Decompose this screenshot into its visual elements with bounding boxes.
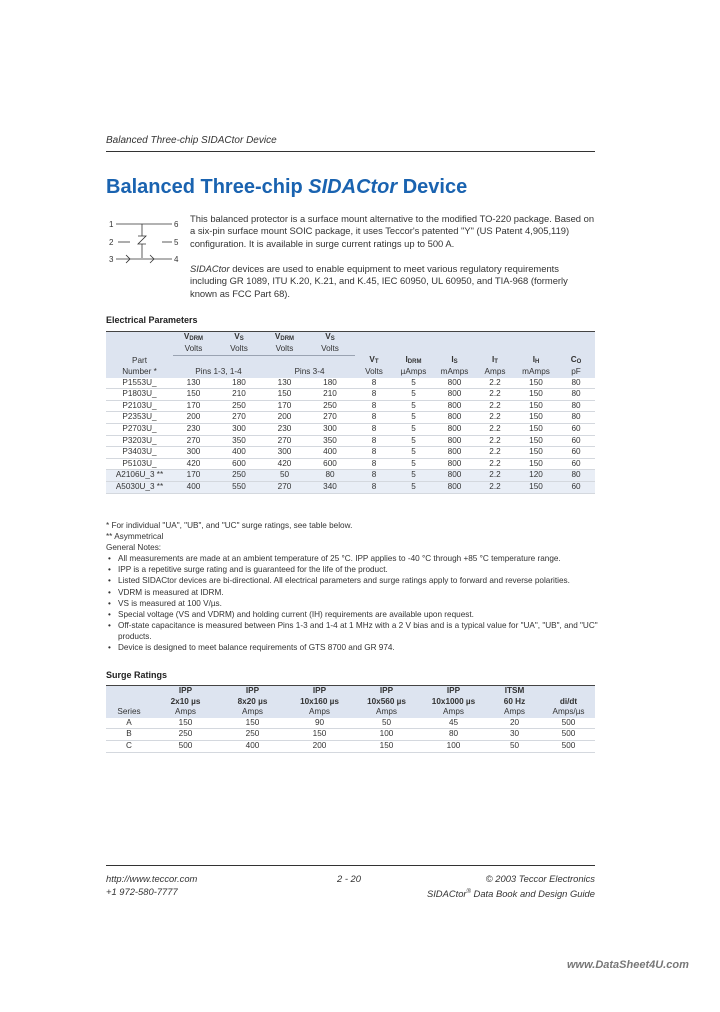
value-cell: 170 [264, 400, 305, 412]
electrical-table-row [106, 412, 595, 424]
series-cell: A [106, 718, 152, 729]
value-cell: 8 [355, 378, 393, 389]
header-vt: VT [355, 355, 393, 367]
series-cell: C [106, 740, 152, 752]
surge-table-body [106, 718, 595, 752]
value-cell: 300 [264, 447, 305, 459]
footer-copyright: © 2003 Teccor Electronics [485, 873, 595, 884]
value-cell: 550 [214, 482, 264, 494]
series-cell: B [106, 729, 152, 741]
value-cell: 350 [305, 435, 355, 447]
pin-label-4: 4 [174, 255, 179, 264]
value-cell: 150 [515, 458, 557, 470]
value-cell: 210 [214, 389, 264, 401]
header-volts-3: Volts [264, 344, 305, 355]
value-cell: 300 [214, 424, 264, 436]
value-cell: 5 [393, 482, 434, 494]
header-it: IT [475, 355, 515, 367]
electrical-table-body [106, 378, 595, 493]
header-idrm: IDRM [393, 355, 434, 367]
pin-label-3: 3 [109, 255, 114, 264]
header-volts-1: Volts [173, 344, 214, 355]
value-cell: 130 [264, 378, 305, 389]
value-cell: 8 [355, 424, 393, 436]
value-cell: 80 [305, 470, 355, 482]
footer-contact [106, 873, 197, 898]
general-note: • All measurements are made at an ambient temperature of 25 °C. IPP applies to -40 °C through +85 °C temperature range. [106, 553, 595, 564]
value-cell: 270 [305, 412, 355, 424]
value-cell: 30 [487, 729, 542, 741]
surge-ratings-title: Surge Ratings [106, 670, 168, 680]
part-number-cell: A5030U_3 ** [106, 482, 173, 494]
part-number-cell: P5103U_ [106, 458, 173, 470]
footer-publisher [420, 873, 595, 900]
value-cell: 8 [355, 482, 393, 494]
surge-header-cell: 60 Hz [487, 697, 542, 708]
part-number-cell: P3403U_ [106, 447, 173, 459]
surge-header-cell [106, 686, 152, 697]
value-cell: 600 [305, 458, 355, 470]
value-cell: 150 [515, 435, 557, 447]
value-cell: 150 [152, 718, 219, 729]
surge-header-cell: IPP [420, 686, 487, 697]
general-notes-title: General Notes: [106, 543, 162, 553]
value-cell: 60 [557, 482, 595, 494]
pin-label-5: 5 [174, 238, 179, 247]
surge-header-cell [542, 686, 595, 697]
value-cell: 60 [557, 424, 595, 436]
value-cell: 200 [264, 412, 305, 424]
surge-table-head [106, 686, 595, 718]
value-cell: 400 [305, 447, 355, 459]
part-number-cell: A2106U_3 ** [106, 470, 173, 482]
surge-header-cell: di/dt [542, 697, 595, 708]
surge-header-cell: 10x160 µs [286, 697, 353, 708]
value-cell: 270 [214, 412, 264, 424]
value-cell: 270 [173, 435, 214, 447]
electrical-table-row [106, 458, 595, 470]
part-number-cell: P2703U_ [106, 424, 173, 436]
electrical-parameters-title: Electrical Parameters [106, 315, 198, 325]
header-vdrm-2: VDRM [264, 332, 305, 345]
value-cell: 400 [173, 482, 214, 494]
running-header: Balanced Three-chip SIDACtor Device [106, 135, 277, 146]
value-cell: 8 [355, 435, 393, 447]
value-cell: 250 [219, 729, 286, 741]
value-cell: 5 [393, 378, 434, 389]
header-vs-2: VS [305, 332, 355, 345]
value-cell: 270 [264, 435, 305, 447]
surge-header-cell: Amps [286, 707, 353, 718]
header-vdrm-1: VDRM [173, 332, 214, 345]
value-cell: 300 [305, 424, 355, 436]
value-cell: 8 [355, 400, 393, 412]
value-cell: 80 [557, 389, 595, 401]
footer-url[interactable]: http://www.teccor.com [106, 873, 198, 884]
value-cell: 200 [286, 740, 353, 752]
value-cell: 45 [420, 718, 487, 729]
value-cell: 800 [434, 424, 475, 436]
value-cell: 5 [393, 458, 434, 470]
header-vs-1: VS [214, 332, 264, 345]
value-cell: 50 [487, 740, 542, 752]
electrical-parameters-table [106, 331, 595, 494]
value-cell: 2.2 [475, 400, 515, 412]
surge-header-cell [106, 697, 152, 708]
value-cell: 150 [515, 378, 557, 389]
electrical-table-row [106, 435, 595, 447]
general-note: • Special voltage (VS and VDRM) and holding current (IH) requirements are available upon request. [106, 609, 595, 620]
value-cell: 180 [305, 378, 355, 389]
value-cell: 80 [557, 470, 595, 482]
surge-header-cell: Amps [353, 707, 420, 718]
general-note: • Listed SIDACtor devices are bi-directional. All electrical parameters and surge ratings apply to forward and reverse polarities. [106, 575, 595, 586]
value-cell: 150 [219, 718, 286, 729]
value-cell: 5 [393, 435, 434, 447]
header-ih: IH [515, 355, 557, 367]
value-cell: 400 [214, 447, 264, 459]
header-mamps: mAmps [434, 367, 475, 378]
value-cell: 500 [152, 740, 219, 752]
header-co: CO [557, 355, 595, 367]
sidactor-emphasis: SIDACtor [190, 263, 230, 274]
value-cell: 150 [515, 412, 557, 424]
pin-label-6: 6 [174, 220, 179, 229]
value-cell: 20 [487, 718, 542, 729]
page-title [106, 176, 467, 199]
value-cell: 600 [214, 458, 264, 470]
value-cell: 8 [355, 458, 393, 470]
value-cell: 5 [393, 400, 434, 412]
surge-header-cell: 10x560 µs [353, 697, 420, 708]
value-cell: 100 [353, 729, 420, 741]
surge-header-cell: 10x1000 µs [420, 697, 487, 708]
value-cell: 170 [173, 400, 214, 412]
electrical-table-row [106, 389, 595, 401]
value-cell: 800 [434, 400, 475, 412]
footer-book-title: SIDACtor® Data Book and Design Guide [426, 887, 595, 899]
general-note: • VS is measured at 100 V/µs. [106, 598, 595, 609]
footer-rule [106, 865, 595, 866]
value-cell: 2.2 [475, 447, 515, 459]
part-number-cell: P1803U_ [106, 389, 173, 401]
title-part2: SIDACtor [308, 176, 398, 198]
electrical-table-row [106, 482, 595, 494]
value-cell: 230 [264, 424, 305, 436]
value-cell: 60 [557, 447, 595, 459]
value-cell: 420 [264, 458, 305, 470]
value-cell: 270 [264, 482, 305, 494]
value-cell: 150 [173, 389, 214, 401]
general-note: • VDRM is measured at IDRM. [106, 587, 595, 598]
value-cell: 2.2 [475, 378, 515, 389]
value-cell: 800 [434, 447, 475, 459]
value-cell: 150 [515, 424, 557, 436]
value-cell: 80 [420, 729, 487, 741]
value-cell: 150 [515, 400, 557, 412]
value-cell: 500 [542, 718, 595, 729]
part-number-cell: P3203U_ [106, 435, 173, 447]
value-cell: 500 [542, 729, 595, 741]
value-cell: 50 [353, 718, 420, 729]
footer-phone: +1 972-580-7777 [106, 885, 178, 897]
surge-header-cell: IPP [152, 686, 219, 697]
value-cell: 5 [393, 424, 434, 436]
value-cell: 8 [355, 447, 393, 459]
surge-header-cell: IPP [286, 686, 353, 697]
value-cell: 800 [434, 412, 475, 424]
value-cell: 150 [264, 389, 305, 401]
value-cell: 420 [173, 458, 214, 470]
header-is: IS [434, 355, 475, 367]
header-rule [106, 151, 595, 152]
surge-header-cell: 2x10 µs [152, 697, 219, 708]
value-cell: 340 [305, 482, 355, 494]
surge-header-cell: IPP [219, 686, 286, 697]
value-cell: 800 [434, 458, 475, 470]
value-cell: 170 [173, 470, 214, 482]
general-note-continued: products. [118, 631, 152, 641]
electrical-table-row [106, 447, 595, 459]
header-uamps: µAmps [393, 367, 434, 378]
header-pins-34: Pins 3-4 [264, 367, 355, 378]
part-number-cell: P2353U_ [106, 412, 173, 424]
surge-header-cell: Amps [152, 707, 219, 718]
value-cell: 800 [434, 470, 475, 482]
value-cell: 80 [557, 378, 595, 389]
surge-header-cell: Amps [487, 707, 542, 718]
general-note: • IPP is a repetitive surge rating and is guaranteed for the life of the product. [106, 564, 595, 575]
part-number-cell: P2103U_ [106, 400, 173, 412]
notes-block [106, 520, 598, 653]
value-cell: 250 [305, 400, 355, 412]
header-pins-13-14: Pins 1-3, 1-4 [173, 367, 264, 378]
value-cell: 300 [173, 447, 214, 459]
header-volts-4: Volts [305, 344, 355, 355]
value-cell: 400 [219, 740, 286, 752]
value-cell: 150 [286, 729, 353, 741]
value-cell: 200 [173, 412, 214, 424]
value-cell: 150 [515, 482, 557, 494]
header-volts-2: Volts [214, 344, 264, 355]
value-cell: 150 [515, 447, 557, 459]
header-blank [106, 332, 173, 345]
electrical-table-row [106, 470, 595, 482]
header-mamps-ih: mAmps [515, 367, 557, 378]
surge-header-cell: Amps [219, 707, 286, 718]
value-cell: 250 [214, 470, 264, 482]
intro-paragraph-2 [190, 263, 595, 300]
value-cell: 800 [434, 378, 475, 389]
value-cell: 500 [542, 740, 595, 752]
surge-table-row [106, 718, 595, 729]
part-number-cell: P1553U_ [106, 378, 173, 389]
surge-header-cell: Amps [420, 707, 487, 718]
header-volts-5: Volts [355, 367, 393, 378]
surge-table-row [106, 729, 595, 741]
value-cell: 2.2 [475, 424, 515, 436]
value-cell: 230 [173, 424, 214, 436]
value-cell: 150 [515, 389, 557, 401]
value-cell: 60 [557, 435, 595, 447]
value-cell: 250 [214, 400, 264, 412]
value-cell: 120 [515, 470, 557, 482]
pin-label-1: 1 [109, 220, 114, 229]
surge-header-cell: 8x20 µs [219, 697, 286, 708]
pin-label-2: 2 [109, 238, 114, 247]
electrical-table-row [106, 400, 595, 412]
intro-paragraph-1: This balanced protector is a surface mount alternative to the modified TO-220 package. Based on a six-pin surface mount SOIC package, it uses Teccor's patented "Y" (US Patent 4,905,119) configuration. It is available in surge current ratings up to 500 A. [190, 213, 595, 249]
value-cell: 5 [393, 470, 434, 482]
surge-header-cell: IPP [353, 686, 420, 697]
value-cell: 80 [557, 412, 595, 424]
watermark: www.DataSheet4U.com [567, 959, 689, 971]
page-number: 2 - 20 [337, 873, 361, 884]
surge-header-cell: Series [106, 707, 152, 718]
value-cell: 800 [434, 482, 475, 494]
footnote-individual-ratings: * For individual "UA", "UB", and "UC" surge ratings, see table below. [106, 521, 353, 530]
surge-table-row [106, 740, 595, 752]
surge-ratings-table [106, 685, 595, 753]
value-cell: 130 [173, 378, 214, 389]
value-cell: 90 [286, 718, 353, 729]
header-pf: pF [557, 367, 595, 378]
y-configuration-schematic [106, 218, 184, 268]
value-cell: 80 [557, 400, 595, 412]
electrical-table-row [106, 424, 595, 436]
surge-header-cell: ITSM [487, 686, 542, 697]
value-cell: 100 [420, 740, 487, 752]
header-amps-it: Amps [475, 367, 515, 378]
value-cell: 8 [355, 389, 393, 401]
electrical-table-row [106, 378, 595, 389]
value-cell: 210 [305, 389, 355, 401]
value-cell: 250 [152, 729, 219, 741]
value-cell: 2.2 [475, 458, 515, 470]
value-cell: 150 [353, 740, 420, 752]
value-cell: 2.2 [475, 482, 515, 494]
surge-header-cell: Amps/µs [542, 707, 595, 718]
value-cell: 2.2 [475, 470, 515, 482]
header-part: Part [106, 355, 173, 367]
value-cell: 5 [393, 389, 434, 401]
value-cell: 2.2 [475, 412, 515, 424]
value-cell: 800 [434, 435, 475, 447]
title-part3: Device [397, 176, 468, 198]
value-cell: 350 [214, 435, 264, 447]
value-cell: 8 [355, 470, 393, 482]
value-cell: 800 [434, 389, 475, 401]
general-note: • Off-state capacitance is measured between Pins 1-3 and 1-4 at 1 MHz with a 2 V bias and is a typical value for "UA", "UB", and "UC" [106, 620, 595, 631]
value-cell: 2.2 [475, 435, 515, 447]
value-cell: 60 [557, 458, 595, 470]
footnote-asymmetrical: ** Asymmetrical [106, 532, 164, 542]
title-part1: Balanced Three-chip [106, 176, 309, 198]
general-note: • Device is designed to meet balance requirements of GTS 8700 and GR 974. [106, 642, 595, 653]
value-cell: 5 [393, 412, 434, 424]
value-cell: 5 [393, 447, 434, 459]
value-cell: 2.2 [475, 389, 515, 401]
intro-paragraph-2-text: devices are used to enable equipment to meet various regulatory requirements including GR 1089, ITU K.20, K.21, and K.45, IEC 60950, UL 60950, and TIA-968 (formerly known as FCC Part 68). [190, 263, 568, 299]
value-cell: 180 [214, 378, 264, 389]
value-cell: 50 [264, 470, 305, 482]
value-cell: 8 [355, 412, 393, 424]
header-part-number: Number * [106, 367, 173, 378]
